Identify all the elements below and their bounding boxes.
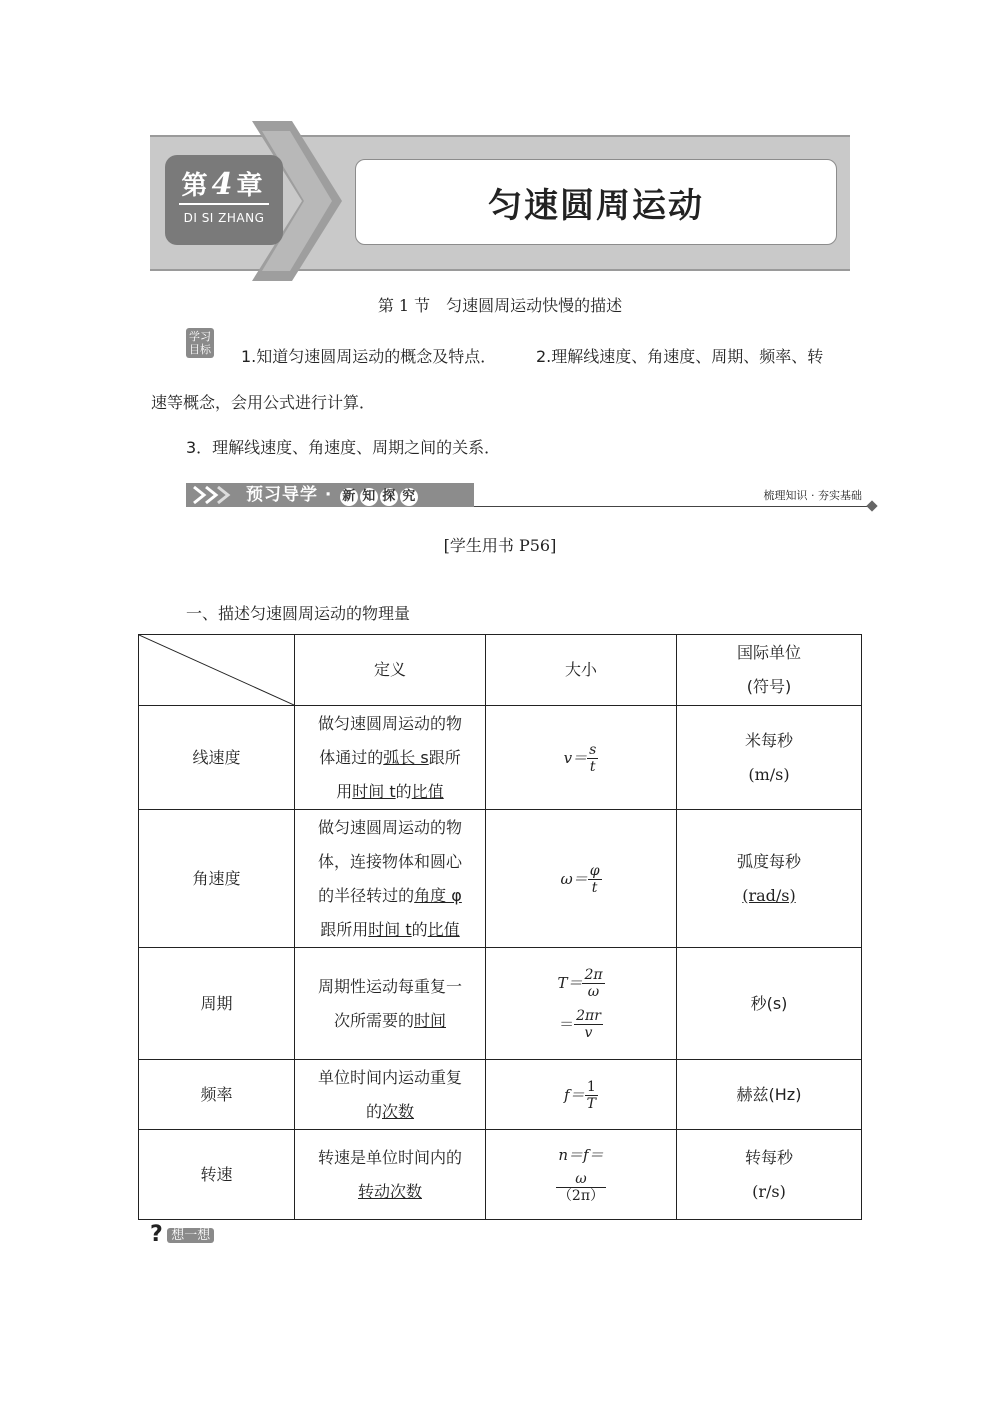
table-row	[139, 1130, 862, 1220]
goal-item-1: 1.知道匀速圆周运动的概念及特点．	[241, 347, 497, 366]
row-definition: 周期性运动每重复一 次所需要的时间	[295, 948, 486, 1060]
row-formula: n＝f＝ $\frac{\omega}{(2\pi)}$	[486, 1130, 677, 1220]
question-icon: ?	[150, 1222, 163, 1247]
row-formula: v＝ $\frac{s}{t}$	[486, 706, 677, 810]
row-definition: 转速是单位时间内的 转动次数	[295, 1130, 486, 1220]
preview-label: 预习导学 · 新 知 探 究	[246, 485, 417, 505]
row-name: 周期	[139, 948, 295, 1060]
row-name: 线速度	[139, 706, 295, 810]
header-magnitude: 大小	[486, 635, 677, 706]
row-formula: ω＝ $\frac{\varphi}{t}$	[486, 810, 677, 948]
table-header-row	[139, 635, 862, 706]
chapter-number: 第4章	[181, 167, 267, 202]
row-unit: 秒(s)	[677, 948, 862, 1060]
table-row	[139, 948, 862, 1060]
learning-goal-badge: 学习 目标	[186, 328, 214, 358]
double-chevron-icon	[192, 485, 238, 505]
row-unit: 转每秒 (r/s)	[677, 1130, 862, 1220]
section-heading: 一、描述匀速圆周运动的物理量	[186, 604, 411, 623]
goal-item-2: 2.理解线速度、角速度、周期、频率、转	[536, 347, 824, 366]
row-definition: 做匀速圆周运动的物 体通过的弧长 s跟所 用时间 t的比值	[295, 706, 486, 810]
row-unit: 弧度每秒 (rad/s)	[677, 810, 862, 948]
row-formula: T＝ $\frac{2\pi}{\omega}$ ＝ $\frac{2\pi r}{v}$	[486, 948, 677, 1060]
chapter-title: 匀速圆周运动	[488, 185, 704, 226]
preview-subtitle: 梳理知识 · 夯实基础	[763, 489, 862, 502]
book-reference: [学生用书 P56]	[443, 536, 557, 555]
quantities-table	[138, 634, 862, 1220]
table-row	[139, 706, 862, 810]
chapter-title-box	[355, 159, 837, 245]
think-tag	[150, 1222, 214, 1247]
chapter-banner	[150, 121, 850, 281]
row-definition: 单位时间内运动重复 的次数	[295, 1060, 486, 1130]
think-label: 想一想	[167, 1228, 214, 1243]
row-unit: 赫兹(Hz)	[677, 1060, 862, 1130]
row-unit: 米每秒 (m/s)	[677, 706, 862, 810]
row-formula: f＝ $\frac{1}{T}$	[486, 1060, 677, 1130]
table-row	[139, 810, 862, 948]
row-name: 转速	[139, 1130, 295, 1220]
row-definition: 做匀速圆周运动的物 体，连接物体和圆心 的半径转过的角度 φ 跟所用时间 t的比值	[295, 810, 486, 948]
chapter-pinyin: DI SI ZHANG	[183, 211, 265, 225]
row-name: 角速度	[139, 810, 295, 948]
header-definition: 定义	[295, 635, 486, 706]
section-title: 第 1 节 匀速圆周运动快慢的描述	[377, 296, 623, 315]
preview-section-bar	[186, 483, 876, 509]
goal-item-2-cont: 速等概念，会用公式进行计算．	[151, 393, 376, 412]
diamond-icon	[866, 500, 877, 511]
row-name: 频率	[139, 1060, 295, 1130]
table-row	[139, 1060, 862, 1130]
header-unit: 国际单位 (符号)	[677, 635, 862, 706]
chapter-tag	[165, 155, 283, 245]
diagonal-header-cell	[139, 635, 295, 706]
goal-item-3: 3．理解线速度、角速度、周期之间的关系．	[186, 438, 501, 457]
